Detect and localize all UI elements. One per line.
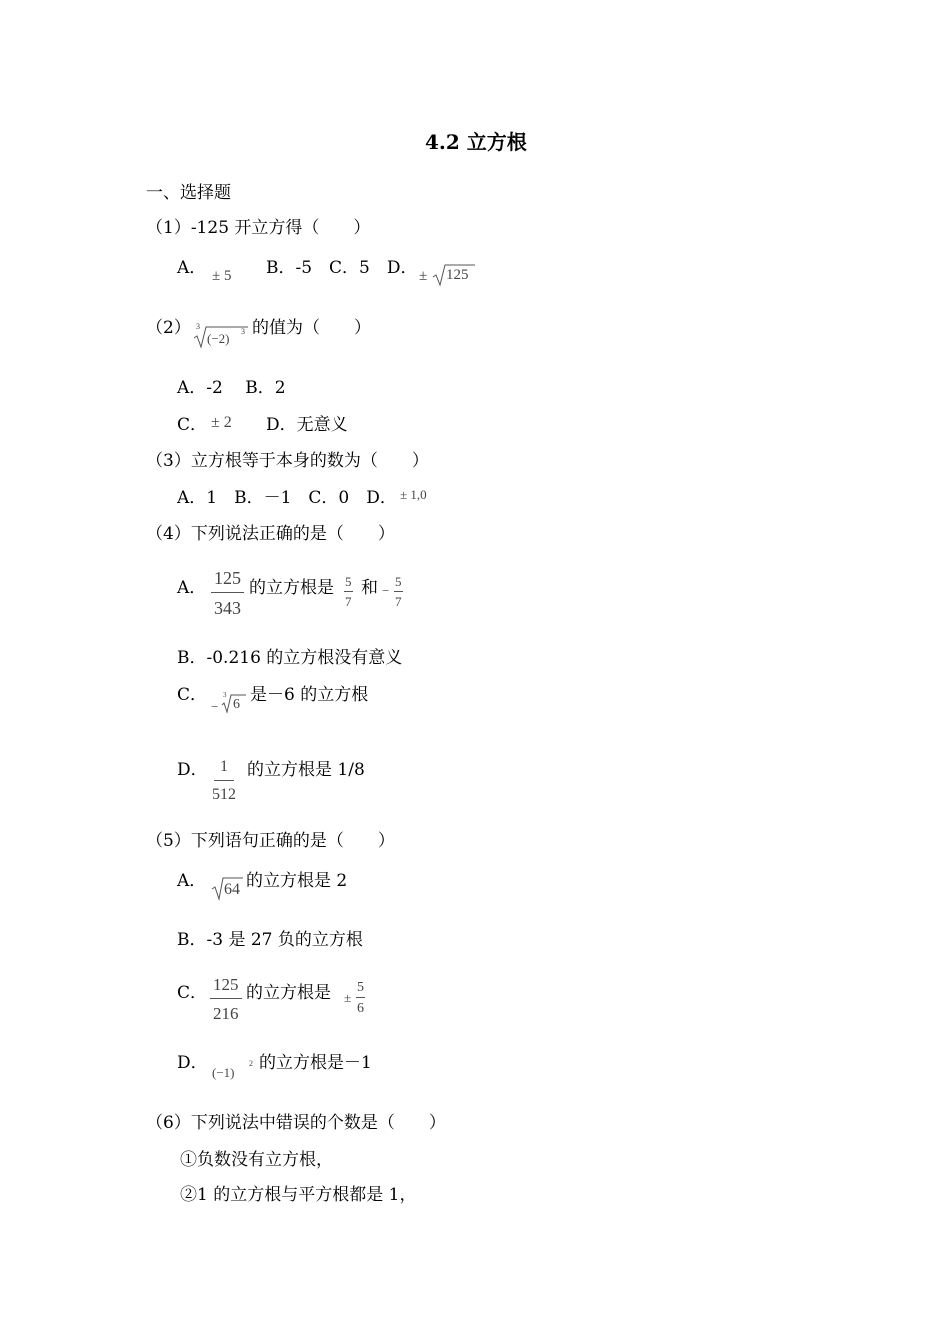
numerator: 125 (211, 567, 244, 593)
question-2-label: （2） (146, 318, 191, 338)
minus-sign: − (211, 699, 219, 714)
numerator: 5 (394, 575, 403, 592)
option-d-text: 的立方根是 1/8 (247, 760, 365, 780)
power-exponent: 2 (249, 1059, 253, 1068)
question-6-stem: （6）下列说法中错误的个数是（ ） (146, 1113, 446, 1133)
option-d-label: D． (177, 760, 208, 780)
page-title: 4.2 立方根 (425, 130, 527, 154)
exponent: 3 (241, 327, 245, 336)
fraction-1-512 (212, 757, 236, 805)
option-a-label: A． (177, 578, 207, 598)
fraction-5-7 (394, 575, 403, 609)
option-c-label: C． (177, 685, 208, 705)
numerator: 1 (214, 757, 234, 781)
denominator: 7 (345, 594, 352, 609)
denominator: 512 (212, 786, 236, 803)
minus-sign: − (382, 583, 390, 598)
radicand: 125 (446, 267, 469, 283)
option-a-label: A． (177, 258, 207, 278)
numerator: 5 (344, 575, 353, 592)
option-c-label: C． (177, 983, 208, 1003)
option-c-text: 是－6 的立方根 (250, 685, 369, 705)
question-5-stem: （5）下列语句正确的是（ ） (146, 831, 395, 851)
option-c-text: 的立方根是 (246, 983, 331, 1003)
root-index: 3 (196, 322, 200, 331)
numerator: 125 (210, 974, 242, 999)
option-b: B．-3 是 27 负的立方根 (177, 930, 363, 950)
option-c-math: ± 2 (211, 414, 232, 431)
option-a-label: A． (177, 871, 207, 891)
option-d: D．无意义 (266, 415, 348, 435)
plus-minus-sign: ± (419, 268, 428, 284)
option-d-math: ± 1,0 (400, 487, 427, 502)
radicand: 6 (233, 697, 240, 712)
question-3-options: A．1 B．－1 C．0 D． (177, 488, 397, 508)
power-base: (−1) (212, 1065, 235, 1080)
question-2-stem-tail: 的值为（ ） (252, 318, 371, 338)
section-heading: 一、选择题 (146, 183, 231, 203)
plus-minus-sign: ± (344, 990, 352, 1005)
statement-2: ②1 的立方根与平方根都是 1， (180, 1185, 417, 1205)
denominator: 216 (213, 1004, 239, 1023)
square-root-125 (433, 264, 475, 288)
denominator: 6 (357, 1001, 364, 1016)
fraction-5-6 (356, 980, 365, 1016)
fraction-5-7 (344, 575, 353, 609)
option-a-text: 的立方根是 (249, 578, 334, 598)
option-d-label: D． (177, 1053, 208, 1073)
option-b: B．-0.216 的立方根没有意义 (177, 648, 403, 668)
square-root-64 (212, 875, 244, 901)
option-a-math: ± 5 (212, 268, 232, 284)
fraction-125-343 (211, 567, 244, 619)
question-3-stem: （3）立方根等于本身的数为（ ） (146, 451, 429, 471)
numerator: 5 (356, 980, 365, 998)
cube-root-expression (194, 322, 250, 350)
denominator: 343 (214, 598, 241, 618)
fraction-125-216 (210, 974, 242, 1024)
options-bcd: B．-5 C．5 D． (266, 258, 418, 278)
question-1-stem: （1）-125 开立方得（ ） (146, 218, 371, 238)
root-index: 3 (223, 691, 227, 699)
denominator: 7 (395, 594, 402, 609)
options-ab: A．-2 B．2 (177, 378, 286, 398)
radicand: 64 (224, 881, 240, 898)
and-text: 和 (361, 578, 378, 598)
statement-1: ①负数没有立方根， (180, 1150, 333, 1170)
question-4-stem: （4）下列说法正确的是（ ） (146, 524, 395, 544)
cube-root-6 (222, 692, 248, 716)
radicand: (−2) (207, 331, 230, 346)
option-a-text: 的立方根是 2 (246, 871, 348, 891)
option-d-text: 的立方根是－1 (259, 1053, 372, 1073)
option-c-label: C． (177, 415, 208, 435)
